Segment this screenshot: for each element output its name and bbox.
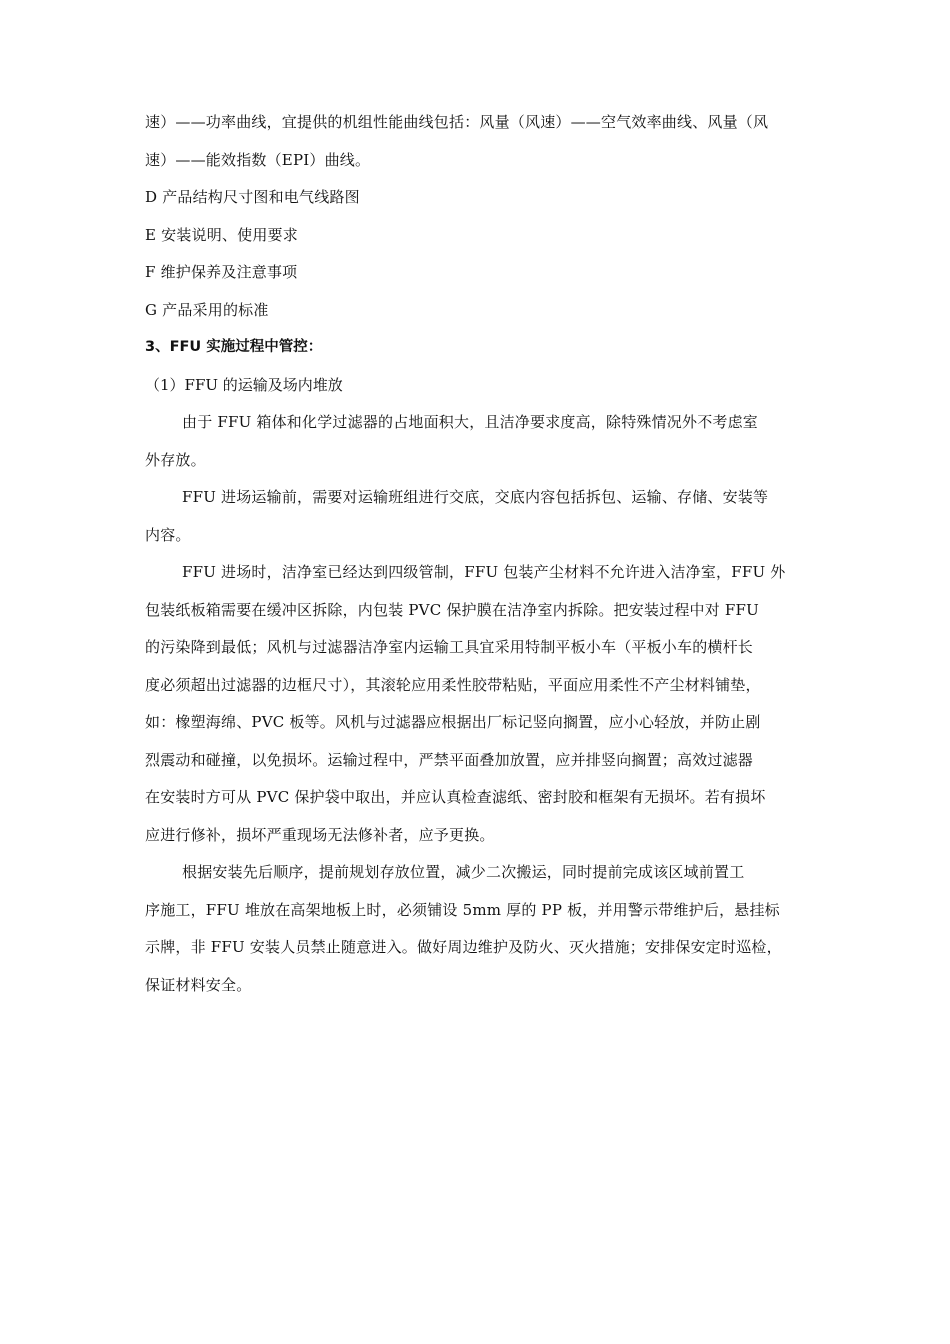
paragraph-line: 根据安装先后顺序，提前规划存放位置，减少二次搬运，同时提前完成该区域前置工: [182, 863, 745, 881]
paragraph-line: 内容。: [145, 525, 191, 544]
subsection-heading: （1）FFU 的运输及场内堆放: [145, 375, 343, 394]
document-body: [145, 104, 825, 1004]
list-item-g: G 产品采用的标准: [145, 300, 269, 319]
paragraph-line: 由于 FFU 箱体和化学过滤器的占地面积大，且洁净要求度高，除特殊情况外不考虑室: [182, 413, 758, 431]
body-paragraph-2: [145, 479, 825, 554]
paragraph-line: 外存放。: [145, 450, 206, 469]
section-heading: 3、FFU 实施过程中管控：: [145, 339, 323, 355]
paragraph-line: 示牌，非 FFU 安装人员禁止随意进入。做好周边维护及防火、灭火措施；安排保安定时巡检，: [145, 938, 782, 956]
body-paragraph-1: [145, 404, 825, 479]
paragraph-line: 应进行修补，损坏严重现场无法修补者，应予更换。: [145, 825, 495, 844]
paragraph-line: 保证材料安全。: [145, 975, 252, 994]
list-item-e: E 安装说明、使用要求: [145, 225, 298, 244]
intro-line: 速）——能效指数（EPI）曲线。: [145, 150, 371, 169]
paragraph-line: 烈震动和碰撞，以免损坏。运输过程中，严禁平面叠加放置，应并排竖向搁置；高效过滤器: [145, 750, 754, 769]
body-paragraph-4: [145, 854, 825, 1004]
list-item-d: D 产品结构尺寸图和电气线路图: [145, 188, 360, 206]
list-item-f: F 维护保养及注意事项: [145, 263, 298, 281]
paragraph-line: 的污染降到最低；风机与过滤器洁净室内运输工具宜采用特制平板小车（平板小车的横杆长: [145, 638, 754, 656]
paragraph-line: 在安装时方可从 PVC 保护袋中取出，并应认真检查滤纸、密封胶和框架有无损坏。若有损坏: [145, 788, 766, 806]
body-paragraph-3: [145, 554, 825, 854]
paragraph-line: 序施工，FFU 堆放在高架地板上时，必须铺设 5mm 厚的 PP 板，并用警示带维护后，悬挂标: [145, 900, 780, 919]
paragraph-line: FFU 进场运输前，需要对运输班组进行交底，交底内容包括拆包、运输、存储、安装等: [182, 488, 769, 506]
intro-paragraph: [145, 104, 825, 179]
paragraph-line: FFU 进场时，洁净室已经达到四级管制，FFU 包装产尘材料不允许进入洁净室，FFU 外: [182, 563, 786, 581]
paragraph-line: 如：橡塑海绵、PVC 板等。风机与过滤器应根据出厂标记竖向搁置，应小心轻放，并防止剧: [145, 713, 761, 731]
paragraph-line: 度必须超出过滤器的边框尺寸），其滚轮应用柔性胶带粘贴，平面应用柔性不产尘材料铺垫，: [145, 675, 761, 694]
intro-line: 速）——功率曲线，宜提供的机组性能曲线包括：风量（风速）——空气效率曲线、风量（风: [145, 113, 769, 131]
paragraph-line: 包装纸板箱需要在缓冲区拆除，内包装 PVC 保护膜在洁净室内拆除。把安装过程中对 FFU: [145, 600, 759, 619]
